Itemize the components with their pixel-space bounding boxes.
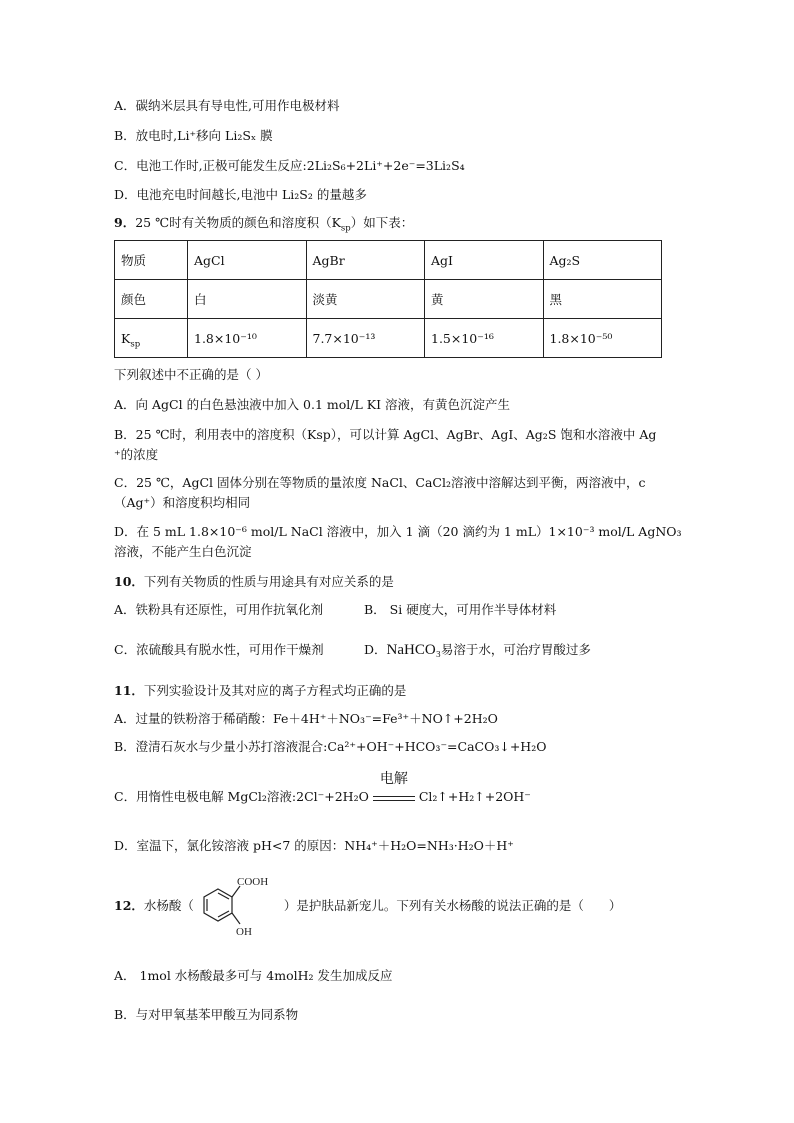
q11-option-d: D．室温下，氯化铵溶液 pH<7 的原因：NH₄⁺＋H₂O=NH₃·H₂O＋H⁺ bbox=[114, 838, 514, 853]
table-cell: 白 bbox=[188, 280, 307, 319]
ksp-label: K bbox=[121, 330, 131, 346]
table-cell: 颜色 bbox=[115, 280, 188, 319]
q8-option-d: D．电池充电时间越长,电池中 Li₂S₂ 的量越多 bbox=[114, 187, 367, 202]
q10-option-d-text: 易溶于水，可治疗胃酸过多 bbox=[440, 642, 591, 657]
q9-question: 下列叙述中不正确的是（ ） bbox=[114, 367, 268, 382]
equals-bar-top bbox=[373, 796, 415, 797]
table-cell: Ag₂S bbox=[543, 241, 662, 280]
q10-option-b: B． Si 硬度大，可用作半导体材料 bbox=[364, 602, 557, 617]
q12-stem-post: ）是护肤品新宠儿。下列有关水杨酸的说法正确的是（ ） bbox=[283, 898, 622, 913]
table-cell: 物质 bbox=[115, 241, 188, 280]
question-number: 9． bbox=[114, 215, 136, 230]
q9-option-a: A．向 AgCl 的白色悬浊液中加入 0.1 mol/L KI 溶液，有黄色沉淀产生 bbox=[114, 397, 511, 412]
ksp-label-subscript: sp bbox=[130, 339, 141, 349]
table-cell: AgCl bbox=[188, 241, 307, 280]
q9-stem-end: ）如下表： bbox=[350, 215, 414, 230]
equals-bar-bottom bbox=[373, 800, 415, 801]
table-cell: 1.5×10⁻¹⁶ bbox=[425, 319, 544, 358]
table-cell: 1.8×10⁻¹⁰ bbox=[188, 319, 307, 358]
question-number: 10． bbox=[114, 574, 144, 589]
table-cell: 黑 bbox=[543, 280, 662, 319]
q10-option-c: C．浓硫酸具有脱水性，可用作干燥剂 bbox=[114, 642, 324, 657]
q9-option-b-line2: ⁺的浓度 bbox=[114, 447, 159, 462]
q11-option-c-left: C．用惰性电极电解 MgCl₂溶液:2Cl⁻+2H₂O bbox=[114, 789, 369, 804]
electrolysis-equals-sign bbox=[371, 770, 417, 806]
nahco3-formula: NaHCO₃ bbox=[386, 642, 441, 658]
table-row-color bbox=[115, 280, 662, 319]
table-cell: AgI bbox=[425, 241, 544, 280]
salicylic-acid-structure bbox=[196, 872, 280, 938]
q10-stem-text: 下列有关物质的性质与用途具有对应关系的是 bbox=[143, 574, 394, 589]
q12-stem-pre: 水杨酸（ bbox=[143, 898, 194, 913]
table-cell: 黄 bbox=[425, 280, 544, 319]
q10-option-a: A．铁粉具有还原性，可用作抗氧化剂 bbox=[114, 602, 324, 617]
q9-stem-text: 25 ℃时有关物质的颜色和溶度积（K bbox=[135, 215, 341, 230]
oh-label: OH bbox=[236, 926, 252, 938]
table-cell bbox=[115, 319, 188, 358]
q9-stem bbox=[114, 214, 680, 232]
electrolysis-label: 电解 bbox=[379, 770, 408, 787]
q11-option-c-right: Cl₂↑+H₂↑+2OH⁻ bbox=[418, 789, 531, 804]
q10-option-d bbox=[364, 641, 591, 659]
q12-option-a: A． 1mol 水杨酸最多可与 4molH₂ 发生加成反应 bbox=[114, 968, 393, 983]
q11-option-b: B．澄清石灰水与少量小苏打溶液混合:Ca²⁺+OH⁻+HCO₃⁻=CaCO₃↓+H₂O bbox=[114, 739, 547, 754]
q11-option-a: A．过量的铁粉溶于稀硝酸：Fe＋4H⁺＋NO₃⁻=Fe³⁺＋NO↑+2H₂O bbox=[114, 711, 498, 726]
q8-option-c: C．电池工作时,正极可能发生反应:2Li₂S₆+2Li⁺+2e⁻=3Li₂S₄ bbox=[114, 158, 465, 173]
oh-bond bbox=[232, 913, 240, 924]
q8-option-a: A．碳纳米层具有导电性,可用作电极材料 bbox=[114, 98, 340, 113]
q10-option-d-letter: D． bbox=[364, 642, 387, 657]
table-cell: 7.7×10⁻¹³ bbox=[306, 319, 425, 358]
table-cell: AgBr bbox=[306, 241, 425, 280]
q11-option-c bbox=[114, 770, 680, 806]
benzene-ring bbox=[204, 889, 232, 921]
q10-row2 bbox=[114, 641, 680, 659]
cooh-label: COOH bbox=[237, 876, 269, 888]
q11-stem-text: 下列实验设计及其对应的离子方程式均正确的是 bbox=[143, 683, 407, 698]
q11-stem bbox=[114, 682, 680, 700]
table-cell: 淡黄 bbox=[306, 280, 425, 319]
q9-option-b-line1: B．25 ℃时，利用表中的溶度积（Ksp），可以计算 AgCl、AgBr、AgI、Ag₂S 饱和水溶液中 Ag bbox=[114, 427, 657, 442]
ksp-table bbox=[114, 240, 662, 358]
q10-stem bbox=[114, 573, 680, 591]
table-header-row bbox=[115, 241, 662, 280]
q9-option-d-line2: 溶液，不能产生白色沉淀 bbox=[114, 544, 252, 559]
q10-row1 bbox=[114, 601, 680, 619]
q9-option-c-line2: （Ag⁺）和溶度积均相同 bbox=[114, 495, 251, 510]
table-row-ksp bbox=[115, 319, 662, 358]
q9-option-c-line1: C．25 ℃，AgCl 固体分别在等物质的量浓度 NaCl、CaCl₂溶液中溶解达到平衡，两溶液中，c bbox=[114, 475, 646, 490]
question-number: 12． bbox=[114, 898, 144, 913]
q12-option-b: B．与对甲氧基苯甲酸互为同系物 bbox=[114, 1007, 299, 1022]
q8-option-b: B．放电时,Li⁺移向 Li₂Sₓ 膜 bbox=[114, 128, 273, 143]
ksp-subscript: sp bbox=[340, 223, 351, 234]
question-number: 11． bbox=[114, 683, 144, 698]
table-cell: 1.8×10⁻⁵⁰ bbox=[543, 319, 662, 358]
q9-option-d-line1: D．在 5 mL 1.8×10⁻⁶ mol/L NaCl 溶液中，加入 1 滴（20 滴约为 1 mL）1×10⁻³ mol/L AgNO₃ bbox=[114, 524, 682, 539]
